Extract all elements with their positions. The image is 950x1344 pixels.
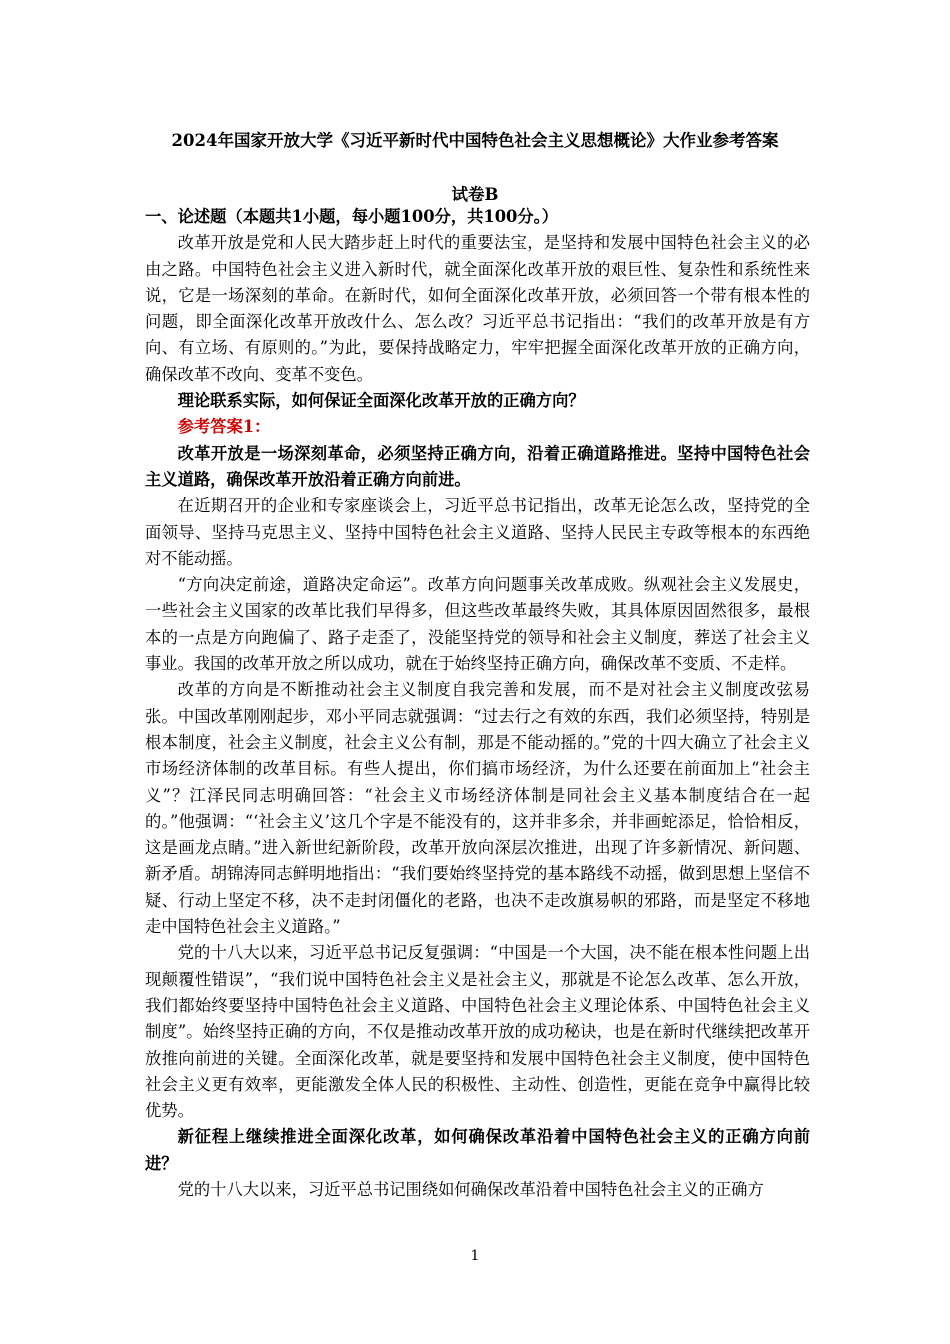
paper-label: 试卷B (451, 185, 499, 204)
answer-label: 参考答案1： (177, 417, 271, 437)
body-paragraph: 在近期召开的企业和专家座谈会上，习近平总书记指出，改革无论怎么改，坚持党的全面领导、坚持马克思主义、坚持中国特色社会主义道路、坚持人民民主专政等根本的东西绝对不能动摇。 (145, 496, 810, 568)
body-paragraph: 党的十八大以来，习近平总书记反复强调：“中国是一个大国，决不能在根本性问题上出现颠覆性错误”，“我们说中国特色社会主义是社会主义，那就是不论怎么改革、怎么开放，我们都始终要坚持中国特色社会主义道路、中国特色社会主义理论体系、中国特色社会主义制度”。始终坚持正确的方向，不仅是推动改革开放的成功秘诀，也是在新时代继续把改革开放推向前进的关键。全面深化改革，就是要坚持和发展中国特色社会主义制度，使中国特色社会主义更有效率，更能激发全体人民的积极性、主动性、创造性，更能在竞争中赢得比较优势。 (145, 943, 810, 1121)
section-heading: 一、论述题（本题共1小题，每小题100分，共100分。） (145, 207, 559, 226)
body-paragraph: “方向决定前途，道路决定命运”。改革方向问题事关改革成败。纵观社会主义发展史，一些社会主义国家的改革比我们早得多，但这些改革最终失败，其具体原因固然很多，最根本的一点是方向跑偏了、路子走歪了，没能坚持党的领导和社会主义制度，葬送了社会主义事业。我国的改革开放之所以成功，就在于始终坚持正确方向，确保改革不变质、不走样。 (145, 575, 810, 674)
document-body (145, 204, 810, 1203)
intro-paragraph: 改革开放是党和人民大踏步赶上时代的重要法宝，是坚持和发展中国特色社会主义的必由之路。中国特色社会主义进入新时代，就全面深化改革开放的艰巨性、复杂性和系统性来说，它是一场深刻的革命。在新时代，如何全面深化改革开放，必须回答一个带有根本性的问题，即全面深化改革开放改什么、怎么改？习近平总书记指出：“我们的改革开放是有方向、有立场、有原则的。”为此，要保持战略定力，牢牢把握全面深化改革开放的正确方向，确保改革不改向、变革不变色。 (145, 233, 810, 384)
question: 理论联系实际，如何保证全面深化改革开放的正确方向？ (177, 391, 585, 411)
subheading: 新征程上继续推进全面深化改革，如何确保改革沿着中国特色社会主义的正确方向前进？ (145, 1127, 810, 1173)
last-paragraph: 党的十八大以来，习近平总书记围绕如何确保改革沿着中国特色社会主义的正确方 (177, 1179, 764, 1199)
answer-lead: 改革开放是一场深刻革命，必须坚持正确方向，沿着正确道路推进。坚持中国特色社会主义道路，确保改革开放沿着正确方向前进。 (145, 443, 810, 489)
body-paragraph: 改革的方向是不断推动社会主义制度自我完善和发展，而不是对社会主义制度改弦易张。中国改革刚刚起步，邓小平同志就强调：“过去行之有效的东西，我们必须坚持，特别是根本制度，社会主义制度，社会主义公有制，那是不能动摇的。”党的十四大确立了社会主义市场经济体制的改革目标。有些人提出，你们搞市场经济，为什么还要在前面加上“社会主义”？江泽民同志明确回答：“社会主义市场经济体制是同社会主义基本制度结合在一起的。”他强调：“‘社会主义’这几个字是不能没有的，这并非多余，并非画蛇添足，恰恰相反，这是画龙点睛。”进入新世纪新阶段，改革开放向深层次推进，出现了许多新情况、新问题、新矛盾。胡锦涛同志鲜明地指出：“我们要始终坚持党的基本路线不动摇，做到思想上坚信不疑、行动上坚定不移，决不走封闭僵化的老路，也决不走改旗易帜的邪路，而是坚定不移地走中国特色社会主义道路。” (145, 680, 810, 937)
page-number: 1 (470, 1248, 480, 1264)
document-title: 2024年国家开放大学《习近平新时代中国特色社会主义思想概论》大作业参考答案 (171, 131, 779, 150)
